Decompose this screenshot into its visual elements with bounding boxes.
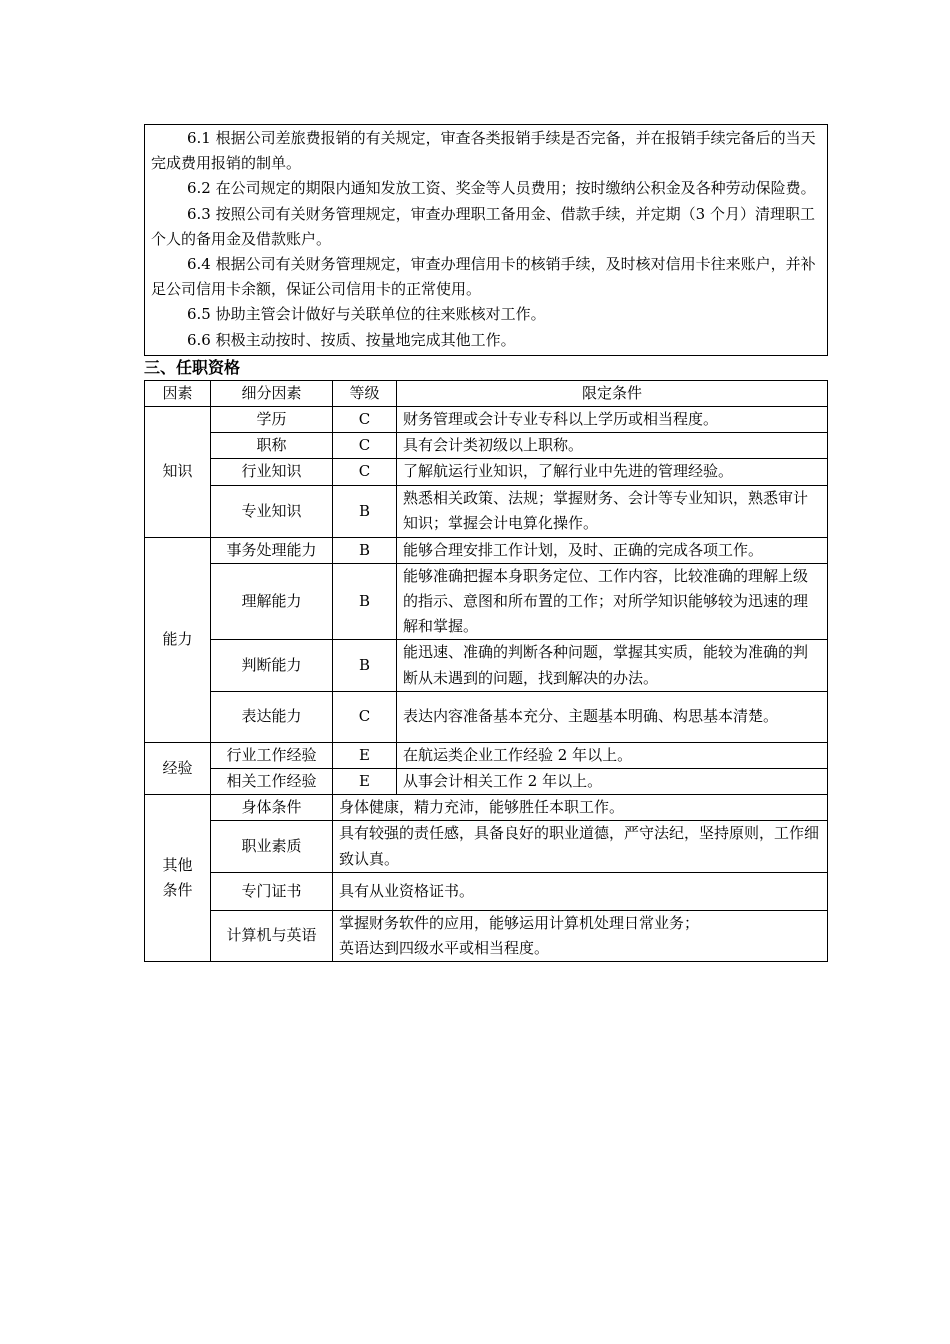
condition-line: 掌握财务软件的应用，能够运用计算机处理日常业务； bbox=[339, 913, 700, 932]
subfactor-cell: 职业素质 bbox=[211, 821, 333, 872]
subfactor-cell: 学历 bbox=[211, 407, 333, 433]
grade-cell: E bbox=[333, 742, 397, 768]
grade-cell: B bbox=[333, 563, 397, 640]
duty-item: 6.2 在公司规定的期限内通知发放工资、奖金等人员费用；按时缴纳公积金及各种劳动保险费。 bbox=[187, 179, 816, 198]
subfactor-cell: 行业工作经验 bbox=[211, 742, 333, 768]
header-subfactor: 细分因素 bbox=[211, 380, 333, 406]
condition-cell: 熟悉相关政策、法规；掌握财务、会计等专业知识，熟悉审计知识；掌握会计电算化操作。 bbox=[397, 485, 828, 537]
table-row bbox=[145, 691, 828, 742]
condition-line: 英语达到四级水平或相当程度。 bbox=[339, 939, 550, 958]
condition-cell: 在航运类企业工作经验 2 年以上。 bbox=[397, 742, 828, 768]
subfactor-cell: 专门证书 bbox=[211, 872, 333, 910]
table-row bbox=[145, 485, 828, 537]
table-header-row bbox=[145, 380, 828, 406]
table-row bbox=[145, 640, 828, 691]
table-row bbox=[145, 872, 828, 910]
grade-cell: C bbox=[333, 407, 397, 433]
condition-cell: 了解航运行业知识，了解行业中先进的管理经验。 bbox=[397, 459, 828, 485]
section-heading: 三、任职资格 bbox=[144, 357, 241, 377]
subfactor-cell: 职称 bbox=[211, 433, 333, 459]
duties-box bbox=[144, 124, 828, 356]
table-row bbox=[145, 459, 828, 485]
condition-cell: 能够合理安排工作计划，及时、正确的完成各项工作。 bbox=[397, 537, 828, 563]
page-content bbox=[144, 124, 828, 962]
grade-cell: B bbox=[333, 537, 397, 563]
factor-label-line: 其他 bbox=[162, 856, 193, 875]
condition-cell: 表达内容准备基本充分、主题基本明确、构思基本清楚。 bbox=[397, 691, 828, 742]
subfactor-cell: 相关工作经验 bbox=[211, 769, 333, 795]
factor-cell: 能力 bbox=[145, 537, 211, 742]
condition-cell: 从事会计相关工作 2 年以上。 bbox=[397, 769, 828, 795]
table-row bbox=[145, 742, 828, 768]
duty-item: 6.3 按照公司有关财务管理规定，审查办理职工备用金、借款手续，并定期（3 个月）清理职工个人的备用金及借款账户。 bbox=[151, 204, 815, 248]
condition-cell: 身体健康，精力充沛，能够胜任本职工作。 bbox=[333, 795, 828, 821]
grade-cell: C bbox=[333, 459, 397, 485]
header-grade: 等级 bbox=[333, 380, 397, 406]
table-row bbox=[145, 769, 828, 795]
grade-cell: C bbox=[333, 433, 397, 459]
duty-item: 6.1 根据公司差旅费报销的有关规定，审查各类报销手续是否完备，并在报销手续完备后的当天完成费用报销的制单。 bbox=[151, 129, 816, 173]
subfactor-cell: 判断能力 bbox=[211, 640, 333, 691]
subfactor-cell: 理解能力 bbox=[211, 563, 333, 640]
condition-cell: 具有较强的责任感，具备良好的职业道德，严守法纪，坚持原则，工作细致认真。 bbox=[333, 821, 828, 872]
table-row bbox=[145, 910, 828, 961]
qualification-table bbox=[144, 380, 828, 962]
table-row bbox=[145, 537, 828, 563]
table-row bbox=[145, 821, 828, 872]
condition-cell: 具有会计类初级以上职称。 bbox=[397, 433, 828, 459]
duty-item: 6.4 根据公司有关财务管理规定，审查办理信用卡的核销手续，及时核对信用卡往来账户，并补足公司信用卡余额，保证公司信用卡的正常使用。 bbox=[151, 255, 816, 299]
subfactor-cell: 行业知识 bbox=[211, 459, 333, 485]
duty-item: 6.5 协助主管会计做好与关联单位的往来账核对工作。 bbox=[187, 305, 546, 324]
subfactor-cell: 专业知识 bbox=[211, 485, 333, 537]
condition-cell: 能够准确把握本身职务定位、工作内容，比较准确的理解上级的指示、意图和所布置的工作；对所学知识能够较为迅速的理解和掌握。 bbox=[397, 563, 828, 640]
condition-cell: 能迅速、准确的判断各种问题，掌握其实质，能较为准确的判断从未遇到的问题，找到解决的办法。 bbox=[397, 640, 828, 691]
grade-cell: B bbox=[333, 485, 397, 537]
header-factor: 因素 bbox=[145, 380, 211, 406]
factor-label-line: 条件 bbox=[162, 881, 193, 900]
table-row bbox=[145, 433, 828, 459]
grade-cell: C bbox=[333, 691, 397, 742]
duty-item: 6.6 积极主动按时、按质、按量地完成其他工作。 bbox=[187, 330, 516, 349]
table-row bbox=[145, 407, 828, 433]
table-row bbox=[145, 795, 828, 821]
header-condition: 限定条件 bbox=[397, 380, 828, 406]
subfactor-cell: 表达能力 bbox=[211, 691, 333, 742]
subfactor-cell: 事务处理能力 bbox=[211, 537, 333, 563]
factor-cell: 经验 bbox=[145, 742, 211, 794]
condition-cell bbox=[333, 910, 828, 961]
grade-cell: E bbox=[333, 769, 397, 795]
condition-cell: 具有从业资格证书。 bbox=[333, 872, 828, 910]
factor-cell: 知识 bbox=[145, 407, 211, 538]
subfactor-cell: 身体条件 bbox=[211, 795, 333, 821]
subfactor-cell: 计算机与英语 bbox=[211, 910, 333, 961]
grade-cell: B bbox=[333, 640, 397, 691]
condition-cell: 财务管理或会计专业专科以上学历或相当程度。 bbox=[397, 407, 828, 433]
factor-cell bbox=[145, 795, 211, 962]
table-row bbox=[145, 563, 828, 640]
